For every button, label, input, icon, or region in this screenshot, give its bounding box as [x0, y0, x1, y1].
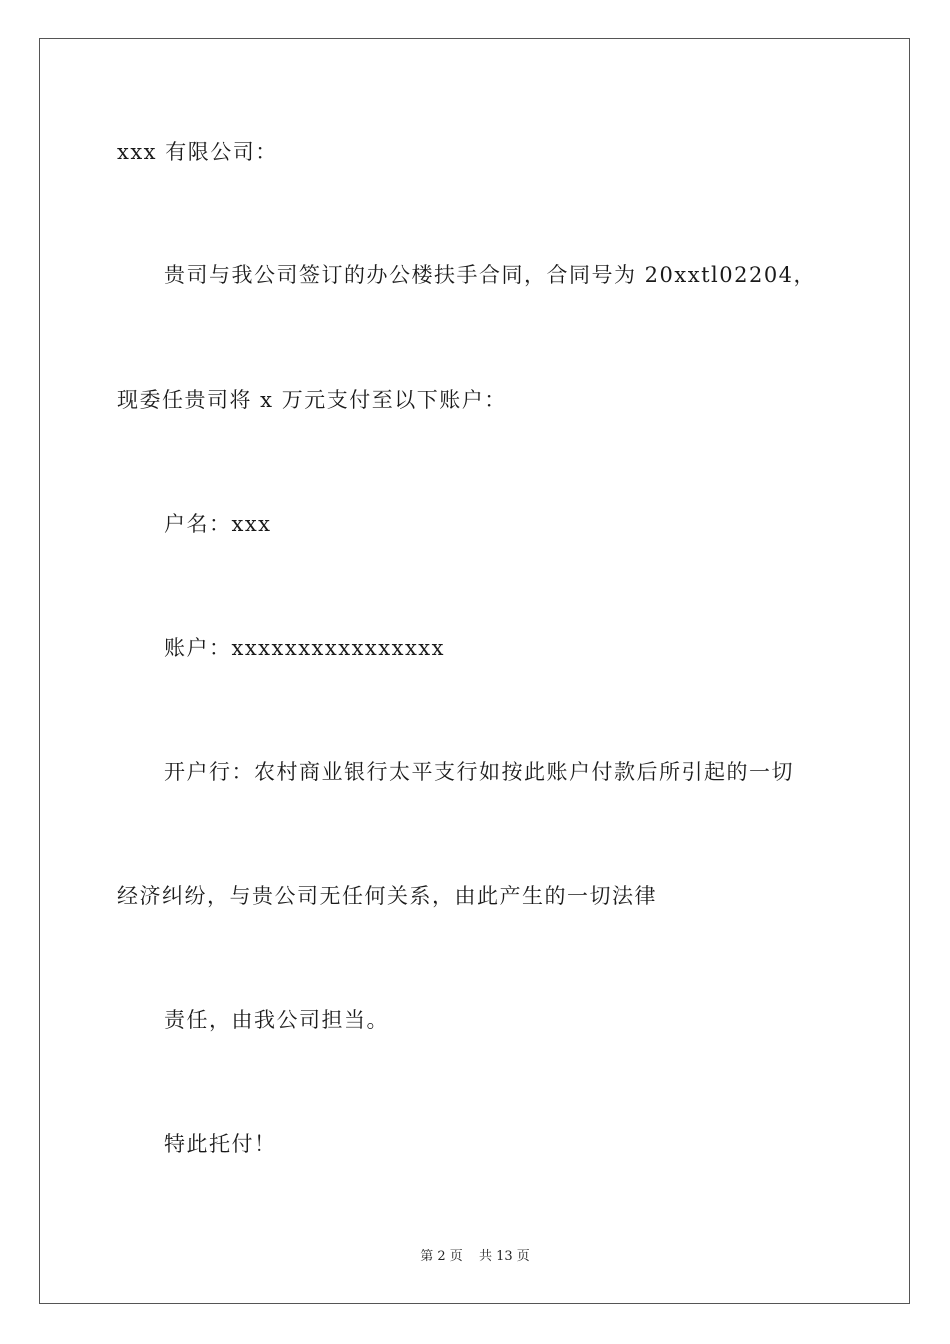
dispute-line: 经济纠纷，与贵公司无任何关系，由此产生的一切法律 — [117, 884, 657, 908]
page-footer — [0, 1248, 950, 1266]
page-frame — [39, 38, 910, 1304]
closing-line: 特此托付！ — [164, 1132, 277, 1156]
account-number: 账户：xxxxxxxxxxxxxxxx — [164, 636, 445, 660]
salutation: xxx 有限公司： — [117, 140, 278, 164]
page-current: 第 2 页 — [420, 1249, 463, 1264]
account-name: 户名：xxx — [164, 512, 272, 536]
paragraph-contract-line: 贵司与我公司签订的办公楼扶手合同，合同号为 20xxtl02204， — [164, 263, 817, 287]
paragraph-payment-line: 现委任贵司将 x 万元支付至以下账户： — [117, 388, 507, 412]
responsibility-line: 责任，由我公司担当。 — [164, 1008, 389, 1032]
bank-line: 开户行：农村商业银行太平支行如按此账户付款后所引起的一切 — [164, 760, 794, 784]
page-total: 共 13 页 — [478, 1249, 530, 1264]
